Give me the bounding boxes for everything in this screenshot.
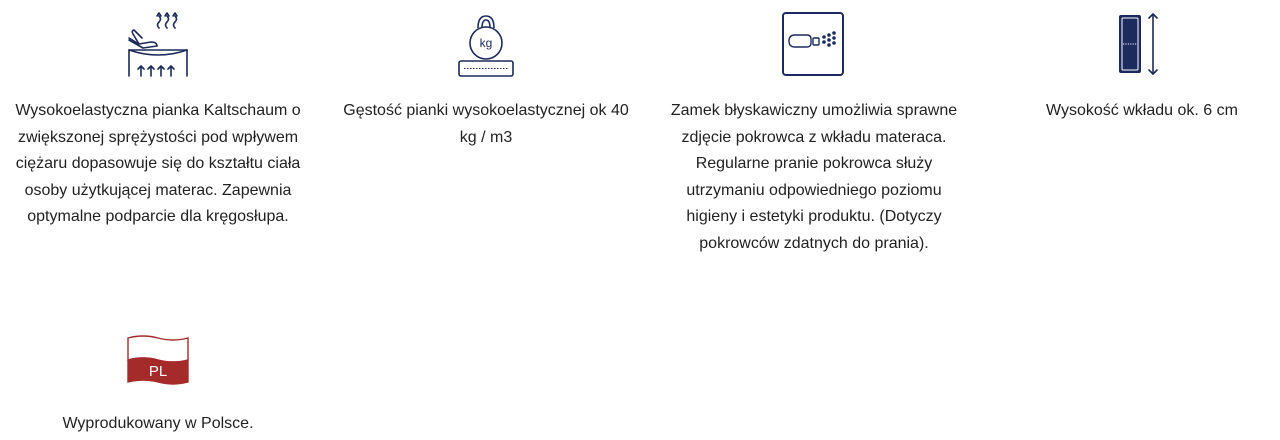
feature-foam (10, 0, 306, 270)
kg-label: kg (479, 36, 493, 50)
feature-zipper-text: Zamek błyskawiczny umożliwia sprawne zdjęcie pokrowca z wkładu materaca. Regularne pranie pokrowca służy utrzymaniu odpowiedniego poziomu higieny i estetyki produktu. (Dotyczy pokrowców zdatnych do prania). (670, 102, 958, 252)
feature-foam-text: Wysokoelastyczna pianka Kaltschaum o zwiększonej sprężystości pod wpływem ciężaru dopasowuje się do kształtu ciała osoby użytkującej materac. Zapewnia optymalne podparcie dla kręgosłupa. (15, 102, 301, 225)
pl-label: PL (148, 363, 168, 380)
feature-height (1026, 0, 1258, 140)
weight-kg-icon (456, 10, 516, 80)
mattress-height-icon (1114, 10, 1164, 80)
zipper-icon (780, 10, 846, 80)
feature-poland (10, 320, 306, 440)
feature-density-text: Gęstość pianki wysokoelastycznej ok 40 kg / m3 (343, 102, 629, 146)
polish-flag-icon (126, 330, 190, 386)
foam-pressure-icon (125, 10, 191, 80)
feature-density (336, 0, 636, 160)
feature-poland-text: Wyprodukowany w Polsce. (62, 415, 254, 432)
feature-height-text: Wysokość wkładu ok. 6 cm (1046, 102, 1238, 119)
feature-zipper (662, 0, 966, 300)
